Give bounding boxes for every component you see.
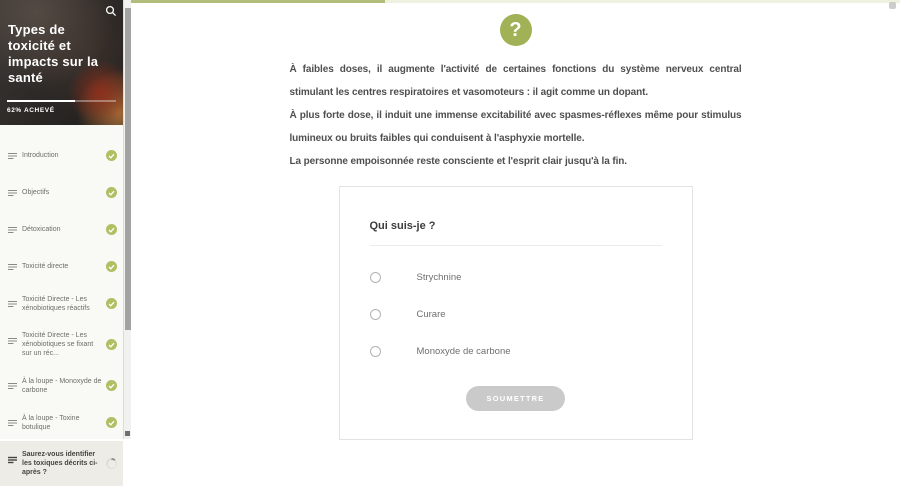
course-progress-label: 62% ACHEVÉ [7,107,55,114]
quiz-option-label: Curare [416,309,446,320]
sidebar-item-label: À la loupe - Toxine botulique [22,414,80,431]
quiz-option-curare[interactable] [370,309,662,320]
lesson-paragraph: À faibles doses, il augmente l'activité de certaines fonctions du système nerveux central stimulant les centres respiratoires et vasomoteurs : il agit comme un dopant. [289,64,742,98]
sidebar-item-label: Détoxication [22,226,61,233]
lesson-paragraph: À plus forte dose, il induit une immense excitabilité avec spasmes-réflexes même pour stimulus lumineux ou bruits faibles qui conduisent à l'asphyxie mortelle. [289,110,742,144]
radio-icon[interactable] [370,309,381,320]
radio-icon[interactable] [370,272,381,283]
sidebar-header [0,0,123,125]
sidebar-item-loupe-botulique[interactable] [0,404,123,441]
check-circle-icon [106,339,117,350]
lesson-lines-icon [8,147,17,165]
check-circle-icon [106,187,117,198]
submit-row [370,386,662,411]
quiz-option-monoxyde[interactable] [370,346,662,357]
lesson-paragraph: La personne empoisonnée reste consciente et l'esprit clair jusqu'à la fin. [289,156,627,167]
course-progress [7,100,116,114]
sidebar-item-label: Introduction [22,152,59,159]
progress-ring-icon [106,458,117,469]
sidebar-item-label: Toxicité Directe - Les xénobiotiques réactifs [22,295,90,312]
check-circle-icon [106,224,117,235]
sidebar-item-toxicite-directe[interactable] [0,248,123,285]
sidebar-item-objectifs[interactable] [0,174,123,211]
sidebar-item-label: Toxicité Directe - Les xénobiotiques se fixant sur un réc... [22,332,94,357]
sidebar-item-quiz-toxiques[interactable] [0,441,123,486]
radio-icon[interactable] [370,346,381,357]
lesson-lines-icon [8,258,17,276]
sidebar-scrollbar[interactable] [123,0,131,439]
quiz-question: Qui suis-je ? [369,220,436,232]
lesson-lines-icon [8,414,17,432]
quiz-option-label: Monoxyde de carbone [416,346,511,357]
search-icon[interactable] [104,4,118,18]
course-title: Types de toxicité et impacts sur la santé [8,22,99,85]
check-circle-icon [106,380,117,391]
quiz-card [339,186,693,440]
lesson-lines-icon [8,221,17,239]
quiz-option-label: Strychnine [416,272,462,283]
lesson-lines-icon [8,377,17,395]
sidebar-item-introduction[interactable] [0,137,123,174]
lesson-nav [0,125,123,486]
sidebar-item-label: À la loupe - Monoxyde de carbone [22,377,102,394]
check-circle-icon [106,298,117,309]
check-circle-icon [106,150,117,161]
sidebar-item-label: Saurez-vous identifier les toxiques décrits ci-après ? [22,451,98,476]
sidebar-item-xenobiotiques-fixant[interactable] [0,322,123,367]
lesson-lines-icon [8,295,17,313]
lesson-lines-icon [8,332,17,350]
lesson-progress-fill [131,0,385,3]
sidebar-progress-fill [7,100,75,102]
course-progress-track [7,100,116,102]
sidebar-item-detoxication[interactable] [0,211,123,248]
top-right-icon [889,2,896,9]
quiz-divider [370,245,662,246]
sidebar-item-label: Toxicité directe [22,263,69,270]
lesson-lines-icon [8,184,17,202]
question-mark-icon: ? [500,14,532,46]
check-circle-icon [106,417,117,428]
course-sidebar [0,0,123,476]
lesson-main [131,0,900,439]
lesson-progress-track [131,0,900,3]
sidebar-item-label: Objectifs [22,189,50,196]
sidebar-item-xenobiotiques-reactifs[interactable] [0,285,123,322]
quiz-option-strychnine[interactable] [370,272,662,283]
lesson-lines-icon [8,451,17,469]
check-circle-icon [106,261,117,272]
sidebar-item-loupe-monoxyde[interactable] [0,367,123,404]
submit-button[interactable]: SOUMETTRE [466,386,566,411]
lesson-content [290,14,742,173]
scrollbar-corner-icon [125,431,130,436]
